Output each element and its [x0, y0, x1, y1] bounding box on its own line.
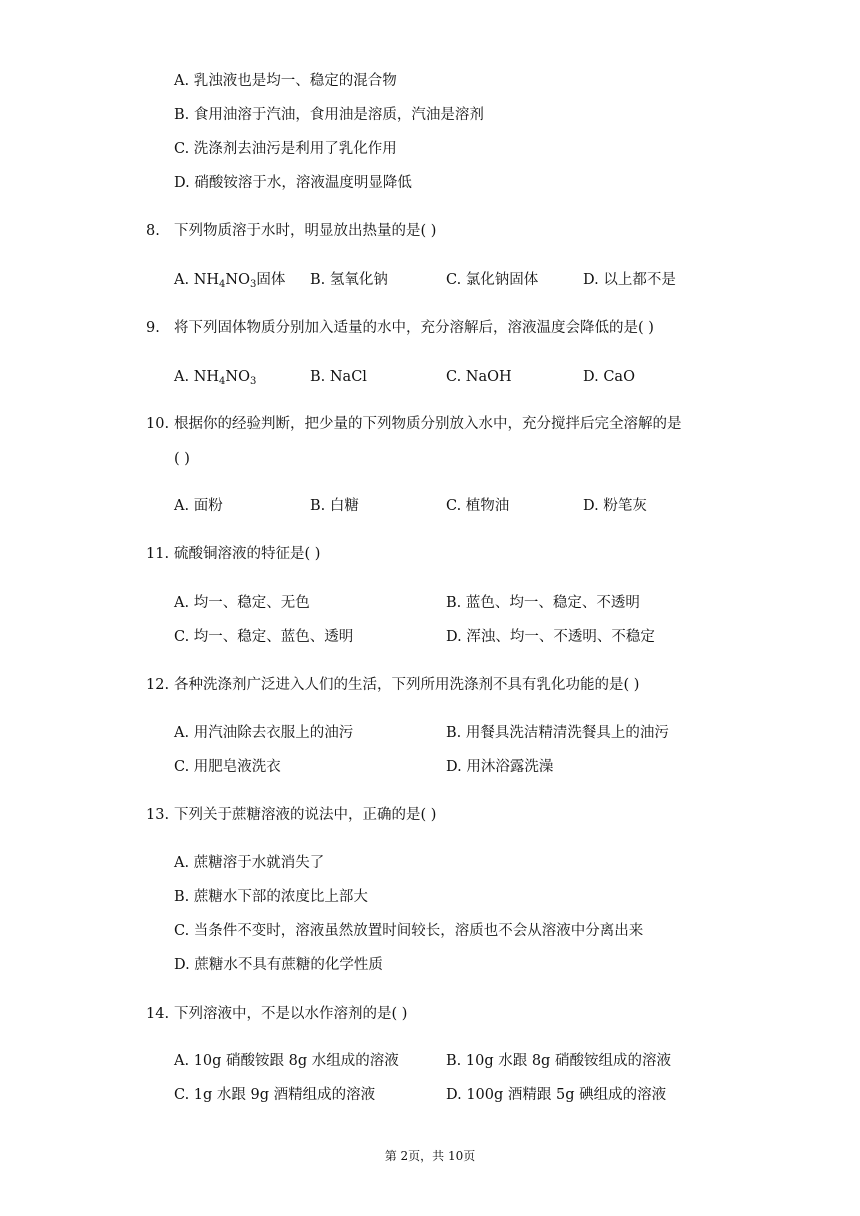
- q11-option-b: B. 蓝色、均一、稳定、不透明: [446, 595, 640, 611]
- q9-option-d: D. CaO: [583, 369, 635, 385]
- q11-option-c: C. 均一、稳定、蓝色、透明: [174, 629, 354, 645]
- q14-stem: 下列溶液中，不是以水作溶剂的是( ): [174, 1006, 408, 1022]
- q13-option-a: A. 蔗糖溶于水就消失了: [174, 855, 325, 871]
- q13-stem: 下列关于蔗糖溶液的说法中，正确的是( ): [174, 807, 437, 823]
- q9-stem: 将下列固体物质分别加入适量的水中，充分溶解后，溶液温度会降低的是( ): [174, 320, 654, 336]
- q10-option-d: D. 粉笔灰: [583, 498, 647, 514]
- q10-stem: 根据你的经验判断，把少量的下列物质分别放入水中，充分搅拌后完全溶解的是: [174, 416, 682, 432]
- q7-option-c: C. 洗涤剂去油污是利用了乳化作用: [174, 141, 397, 157]
- q10-number: 10.: [146, 416, 170, 432]
- q11-number: 11.: [146, 546, 170, 562]
- q10-option-c: C. 植物油: [446, 498, 510, 514]
- q14-option-d: D. 100g 酒精跟 5g 碘组成的溶液: [446, 1087, 667, 1103]
- q14-option-a: A. 10g 硝酸铵跟 8g 水组成的溶液: [174, 1053, 399, 1069]
- q9-option-c: C. NaOH: [446, 369, 512, 385]
- q7-option-d: D. 硝酸铵溶于水，溶液温度明显降低: [174, 175, 412, 191]
- q13-number: 13.: [146, 807, 170, 823]
- q7-option-a: A. 乳浊液也是均一、稳定的混合物: [174, 73, 397, 89]
- q11-option-a: A. 均一、稳定、无色: [174, 595, 310, 611]
- q10-option-b: B. 白糖: [310, 498, 359, 514]
- q9-option-a: A. $NH_4NO_3$: [174, 369, 257, 387]
- q11-option-d: D. 浑浊、均一、不透明、不稳定: [446, 629, 655, 645]
- q7-option-b: B. 食用油溶于汽油，食用油是溶质，汽油是溶剂: [174, 107, 484, 123]
- q12-option-b: B. 用餐具洗洁精清洗餐具上的油污: [446, 725, 669, 741]
- q9-number: 9.: [146, 320, 160, 336]
- q13-option-b: B. 蔗糖水下部的浓度比上部大: [174, 889, 368, 905]
- q8-stem: 下列物质溶于水时，明显放出热量的是( ): [174, 223, 437, 239]
- q12-number: 12.: [146, 677, 170, 693]
- q13-option-c: C. 当条件不变时，溶液虽然放置时间较长，溶质也不会从溶液中分离出来: [174, 923, 644, 939]
- q8-option-c: C. 氯化钠固体: [446, 272, 539, 288]
- q9-option-b: B. NaCl: [310, 369, 367, 385]
- q12-stem: 各种洗涤剂广泛进入人们的生活，下列所用洗涤剂不具有乳化功能的是( ): [174, 677, 640, 693]
- q10-option-a: A. 面粉: [174, 498, 223, 514]
- q14-number: 14.: [146, 1006, 170, 1022]
- q8-number: 8.: [146, 223, 160, 239]
- q8-option-a: A. $NH_4NO_3$固体: [174, 272, 286, 290]
- q8-option-b: B. 氢氧化钠: [310, 272, 388, 288]
- q14-option-c: C. 1g 水跟 9g 酒精组成的溶液: [174, 1087, 376, 1103]
- q12-option-a: A. 用汽油除去衣服上的油污: [174, 725, 354, 741]
- q12-option-c: C. 用肥皂液洗衣: [174, 759, 281, 775]
- q14-option-b: B. 10g 水跟 8g 硝酸铵组成的溶液: [446, 1053, 671, 1069]
- q11-stem: 硫酸铜溶液的特征是( ): [174, 546, 321, 562]
- q13-option-d: D. 蔗糖水不具有蔗糖的化学性质: [174, 957, 383, 973]
- page-footer: 第 2页，共 10页: [384, 1149, 476, 1163]
- q10-stem-continued: ( ): [174, 451, 190, 467]
- q12-option-d: D. 用沐浴露洗澡: [446, 759, 554, 775]
- q8-option-d: D. 以上都不是: [583, 272, 676, 288]
